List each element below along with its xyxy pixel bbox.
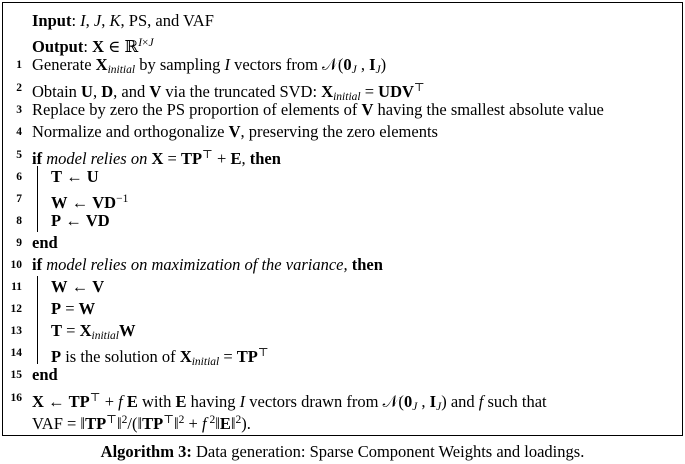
line-number: 10 — [10, 259, 22, 271]
end-keyword: end — [32, 365, 58, 384]
input-label: Input — [32, 11, 72, 30]
line-number: 13 — [10, 325, 22, 337]
line-number: 6 — [16, 171, 22, 183]
caption-text: Data generation: Sparse Component Weights and loadings. — [195, 442, 585, 461]
line-number: 7 — [16, 193, 22, 205]
line-number: 15 — [10, 369, 22, 381]
line-number: 5 — [16, 149, 22, 161]
line-number: 11 — [11, 281, 22, 293]
algorithm-caption — [0, 441, 685, 463]
line-number: 3 — [16, 104, 22, 116]
line-number: 8 — [16, 215, 22, 227]
line-number: 16 — [10, 392, 22, 404]
block-bar-if-2 — [37, 276, 38, 364]
line-number: 14 — [10, 347, 22, 359]
line-number: 4 — [16, 126, 22, 138]
line-number: 12 — [10, 303, 22, 315]
caption-label: Algorithm 3: — [100, 442, 192, 461]
block-bar-if-1 — [37, 166, 38, 232]
end-keyword: end — [32, 233, 58, 252]
output-label: Output — [32, 37, 84, 56]
line-number: 1 — [16, 59, 22, 71]
line-number: 9 — [16, 237, 22, 249]
line-number: 2 — [16, 82, 22, 94]
